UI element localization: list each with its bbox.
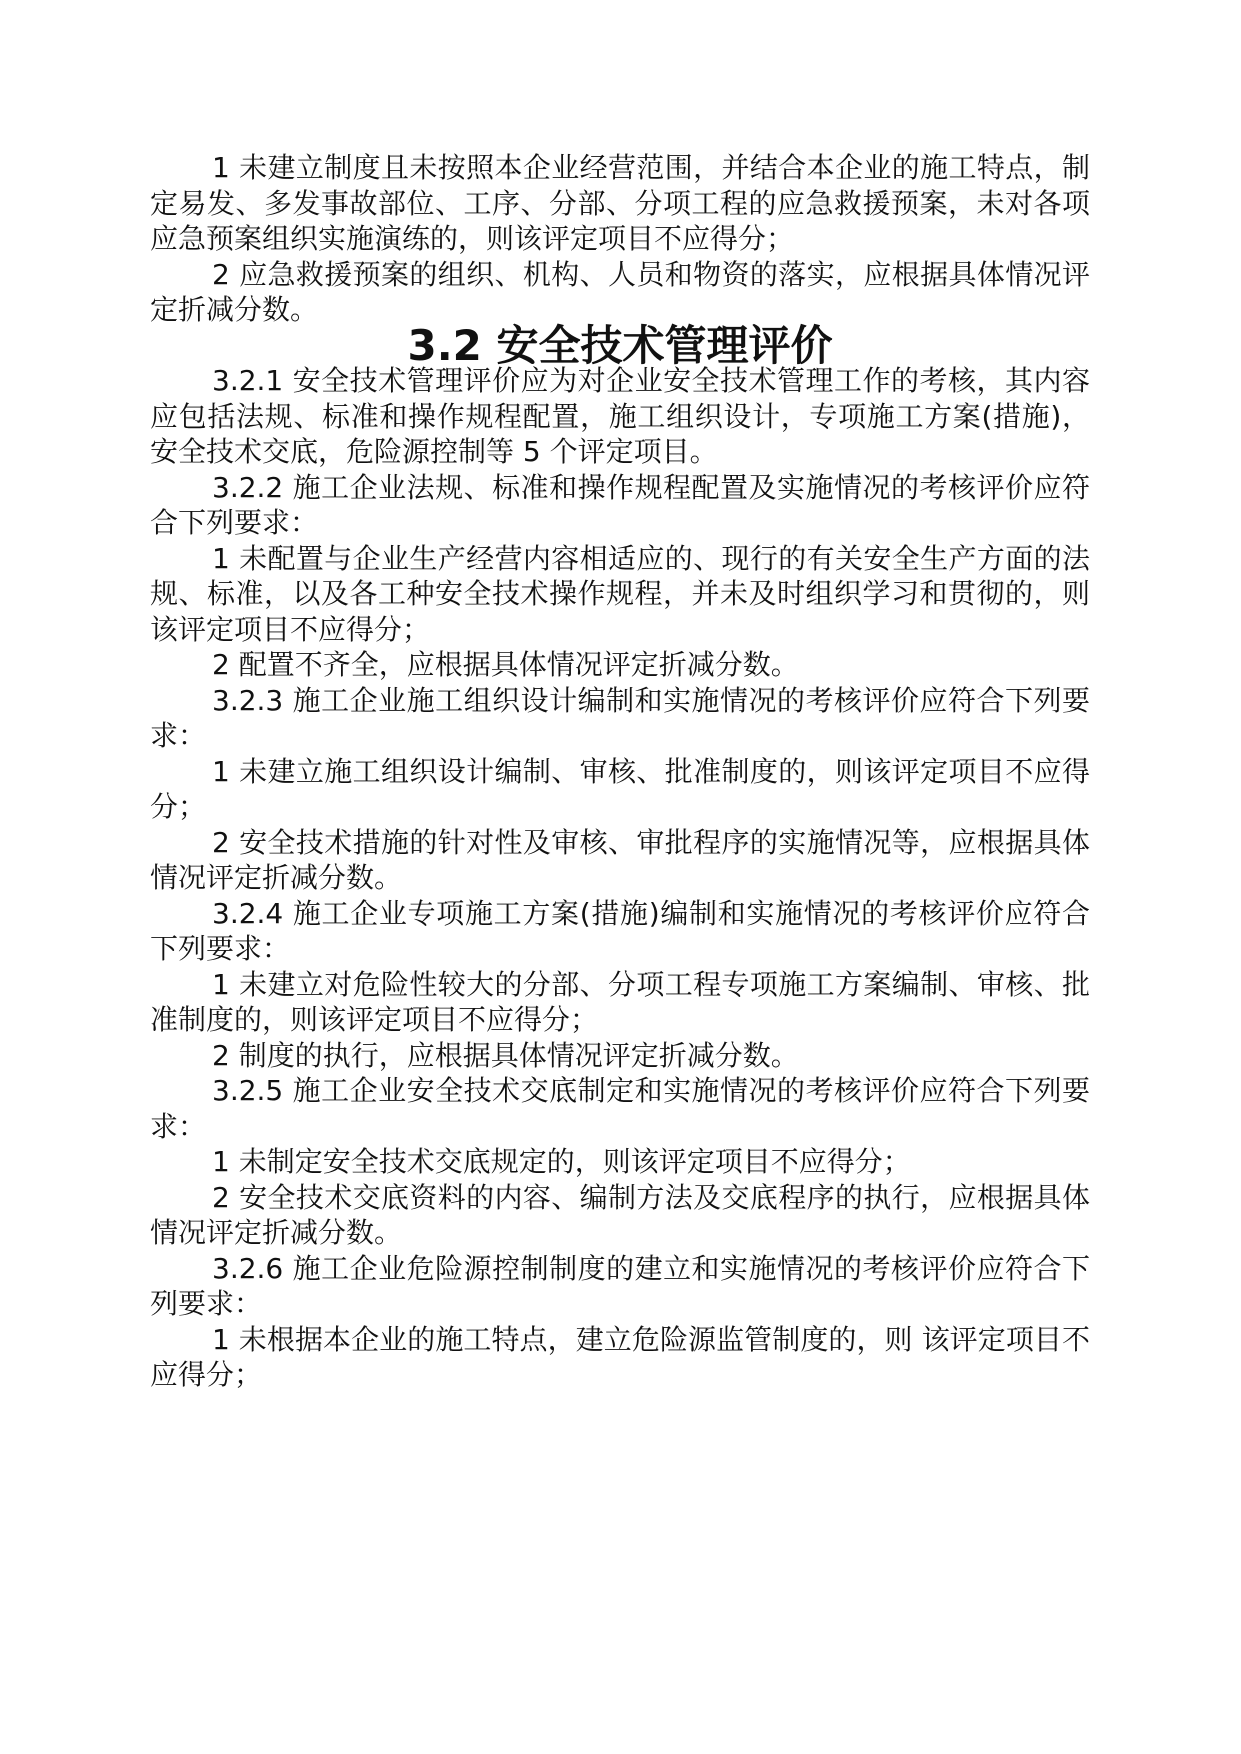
document-page (150, 150, 1090, 1393)
paragraph: 2 安全技术交底资料的内容、编制方法及交底程序的执行，应根据具体情况评定折减分数。 (150, 1180, 1090, 1249)
paragraph: 3.2.5 施工企业安全技术交底制定和实施情况的考核评价应符合下列要求： (150, 1074, 1090, 1143)
paragraph: 1 未制定安全技术交底规定的，则该评定项目不应得分； (212, 1145, 911, 1178)
paragraph: 3.2.6 施工企业危险源控制制度的建立和实施情况的考核评价应符合下列要求： (150, 1251, 1090, 1320)
paragraph: 3.2.4 施工企业专项施工方案(措施)编制和实施情况的考核评价应符合下列要求： (150, 896, 1090, 965)
paragraph: 3.2.1 安全技术管理评价应为对企业安全技术管理工作的考核，其内容应包括法规、标准和操作规程配置，施工组织设计，专项施工方案(措施)，安全技术交底，危险源控制等 5 个评定项目。 (150, 364, 1090, 468)
paragraph: 2 制度的执行，应根据具体情况评定折减分数。 (212, 1038, 799, 1072)
paragraph: 2 配置不齐全，应根据具体情况评定折减分数。 (212, 648, 799, 681)
paragraph: 3.2.2 施工企业法规、标准和操作规程配置及实施情况的考核评价应符合下列要求： (150, 470, 1090, 539)
paragraph: 2 应急救援预案的组织、机构、人员和物资的落实，应根据具体情况评定折减分数。 (150, 257, 1090, 326)
paragraph: 1 未根据本企业的施工特点，建立危险源监管制度的，则 该评定项目不应得分； (150, 1322, 1090, 1391)
paragraph: 2 安全技术措施的针对性及审核、审批程序的实施情况等，应根据具体情况评定折减分数。 (150, 825, 1090, 894)
paragraph: 1 未配置与企业生产经营内容相适应的、现行的有关安全生产方面的法规、标准，以及各工种安全技术操作规程，并未及时组织学习和贯彻的，则该评定项目不应得分； (150, 541, 1090, 646)
section-heading: 3.2 安全技术管理评价 (407, 320, 833, 370)
paragraph: 3.2.3 施工企业施工组织设计编制和实施情况的考核评价应符合下列要求： (150, 683, 1090, 752)
paragraph: 1 未建立制度且未按照本企业经营范围，并结合本企业的施工特点，制定易发、多发事故部位、工序、分部、分项工程的应急救援预案，未对各项应急预案组织实施演练的，则该评定项目不应得分； (150, 151, 1090, 255)
paragraph: 1 未建立对危险性较大的分部、分项工程专项施工方案编制、审核、批准制度的，则该评定项目不应得分； (150, 967, 1090, 1036)
paragraph: 1 未建立施工组织设计编制、审核、批准制度的，则该评定项目不应得分； (150, 754, 1090, 823)
